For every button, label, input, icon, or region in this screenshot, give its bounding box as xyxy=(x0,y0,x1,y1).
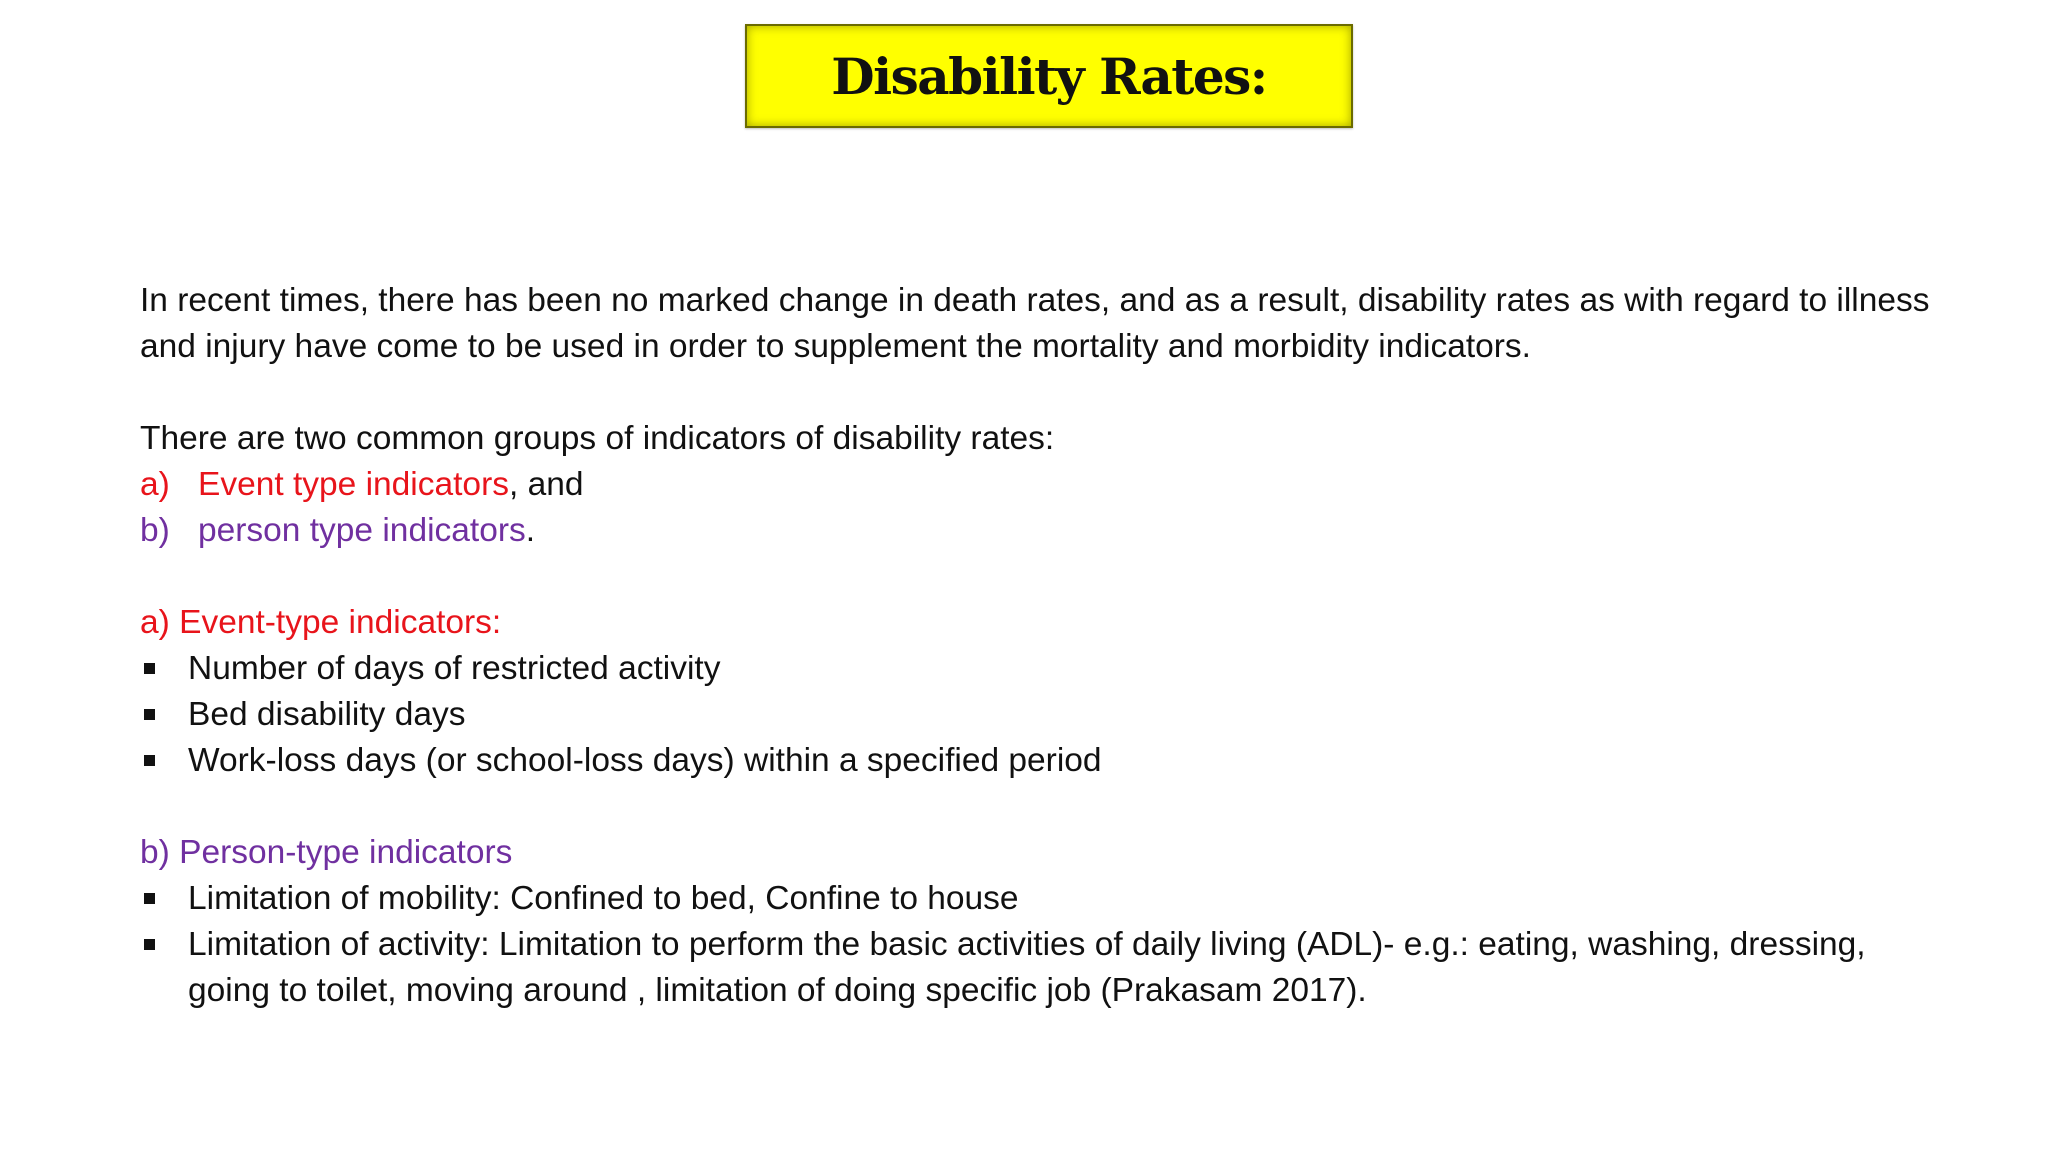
event-list-item xyxy=(140,692,1940,738)
slide-title: Disability Rates: xyxy=(831,46,1267,106)
event-list-item xyxy=(140,646,1940,692)
groups-intro: There are two common groups of indicators of disability rates: xyxy=(140,420,1055,457)
spacer xyxy=(140,554,1940,600)
group-marker-b: b) xyxy=(140,512,170,549)
person-type-heading: b) Person-type indicators xyxy=(140,834,513,871)
square-bullet-icon xyxy=(140,692,188,738)
person-list-item xyxy=(140,876,1940,922)
event-item-text: Work-loss days (or school-loss days) within a specified period xyxy=(188,742,1102,779)
group-item-a xyxy=(140,462,1940,508)
group-marker-a: a) xyxy=(140,466,170,503)
group-label-a: Event type indicators xyxy=(198,466,509,503)
square-bullet-icon xyxy=(140,922,188,968)
spacer xyxy=(140,370,1940,416)
event-item-text: Bed disability days xyxy=(188,696,466,733)
person-item-text: Limitation of activity: Limitation to perform the basic activities of daily living (ADL)- e.g.: eating, washing, dressing, going to toilet, moving around , limitation of doing specific job (Prakasam 2017). xyxy=(188,926,1866,1009)
person-item-text: Limitation of mobility: Confined to bed, Confine to house xyxy=(188,880,1019,917)
intro-paragraph: In recent times, there has been no marked change in death rates, and as a result, disability rates as with regard to illness and injury have come to be used in order to supplement the mortality and morbidity indicators. xyxy=(140,282,1930,365)
square-bullet-icon xyxy=(140,646,188,692)
title-banner xyxy=(745,24,1353,128)
event-type-heading: a) Event-type indicators: xyxy=(140,604,502,641)
square-bullet-icon xyxy=(140,738,188,784)
event-list-item xyxy=(140,738,1940,784)
person-list-item xyxy=(140,922,1940,1014)
group-item-b xyxy=(140,508,1940,554)
event-item-text: Number of days of restricted activity xyxy=(188,650,721,687)
square-bullet-icon xyxy=(140,876,188,922)
slide-body xyxy=(140,278,1940,1014)
group-suffix-a: , and xyxy=(508,466,584,503)
group-label-b: person type indicators xyxy=(198,512,526,549)
group-suffix-b: . xyxy=(525,512,536,549)
spacer xyxy=(140,784,1940,830)
